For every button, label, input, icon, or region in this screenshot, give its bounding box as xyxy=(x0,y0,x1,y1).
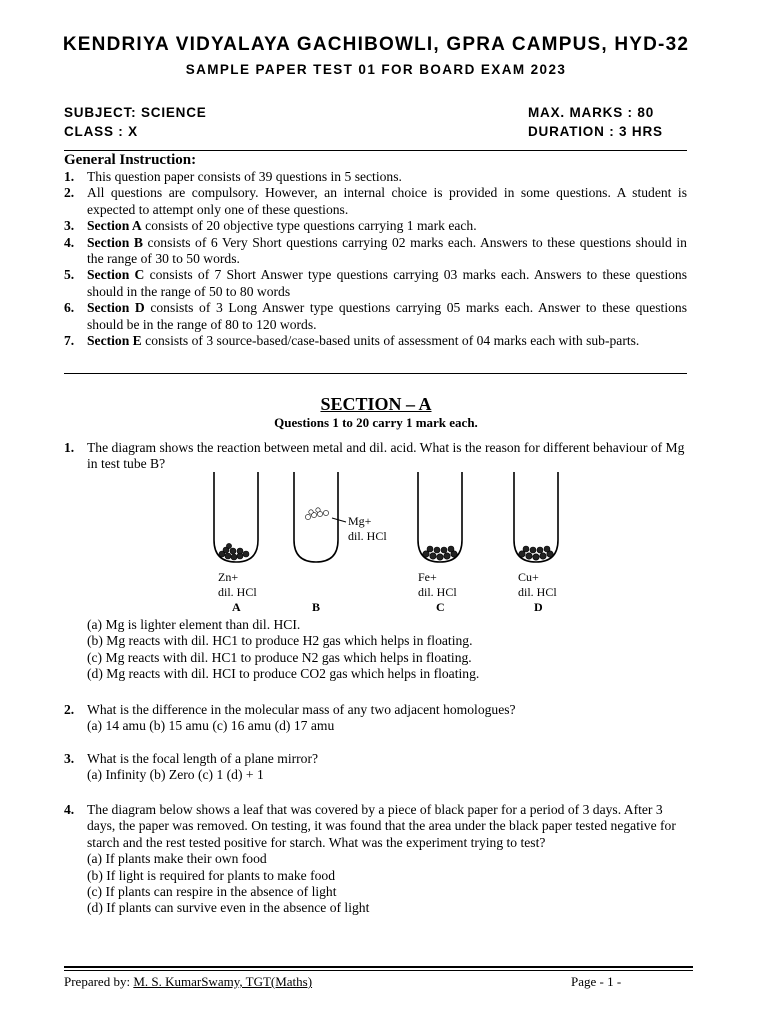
max-marks-label: MAX. MARKS : 80 xyxy=(528,105,655,120)
instruction-item: 4. Section B consists of 6 Very Short questions carrying 02 marks each. Answers to these questions should in the range of 30 to 50 words. xyxy=(64,234,687,267)
option-b: (b) If light is required for plants to make food xyxy=(87,867,336,883)
option-a: (a) If plants make their own food xyxy=(87,851,267,867)
option-d: (d) Mg reacts with dil. HCI to produce CO2 gas which helps in floating. xyxy=(87,666,480,682)
tube-d-acid: dil. HCl xyxy=(518,585,557,599)
duration-label: DURATION : 3 HRS xyxy=(528,124,663,139)
question-1-options xyxy=(64,617,687,683)
tube-c-acid: dil. HCl xyxy=(418,585,457,599)
footer-divider-thin xyxy=(64,970,693,971)
test-tube-c-icon xyxy=(418,472,462,562)
question-number: 4. xyxy=(64,802,75,817)
tube-c-metal: Fe+ xyxy=(418,570,437,584)
general-instruction-title: General Instruction: xyxy=(64,152,197,168)
tube-b-acid: dil. HCl xyxy=(348,529,387,543)
question-options: (a) 14 amu (b) 15 amu (c) 16 amu (d) 17 amu xyxy=(87,718,335,734)
subject-label: SUBJECT: SCIENCE xyxy=(64,105,207,120)
class-label: CLASS : X xyxy=(64,124,138,139)
question-1 xyxy=(64,440,687,473)
tube-c-label: C xyxy=(436,600,445,614)
tube-a-metal: Zn+ xyxy=(218,570,239,584)
question-text: What is the difference in the molecular mass of any two adjacent homologues? xyxy=(87,702,516,717)
question-number: 3. xyxy=(64,751,75,766)
option-d: (d) If plants can survive even in the absence of light xyxy=(87,900,370,916)
question-text: The diagram below shows a leaf that was covered by a piece of black paper for a period of 3 days. After 3 days, the paper was removed. On testing, it was found that the area under the black paper tested negative for starch and the rest tested positive for starch. What was the experiment trying to test? xyxy=(87,802,676,850)
question-text: The diagram shows the reaction between metal and dil. acid. What is the reason for different behaviour of Mg in test tube B? xyxy=(87,440,685,472)
tube-a-acid: dil. HCl xyxy=(218,585,257,599)
author-name: M. S. KumarSwamy, TGT(Maths) xyxy=(133,974,313,989)
option-a: (a) Mg is lighter element than dil. HCI. xyxy=(87,617,301,632)
school-name: KENDRIYA VIDYALAYA GACHIBOWLI, GPRA CAMPUS, HYD-32 xyxy=(62,34,690,55)
tube-d-metal: Cu+ xyxy=(518,570,539,584)
instruction-item: 3. Section A consists of 20 objective type questions carrying 1 mark each. xyxy=(64,218,477,234)
question-3 xyxy=(64,751,687,784)
option-b: (b) Mg reacts with dil. HC1 to produce H2 gas which helps in floating. xyxy=(87,633,473,649)
question-options: (a) Infinity (b) Zero (c) 1 (d) + 1 xyxy=(87,767,264,783)
question-text: What is the focal length of a plane mirror? xyxy=(87,751,319,766)
tube-a-label: A xyxy=(232,600,241,614)
instruction-item: 6. Section D consists of 3 Long Answer type questions carrying 05 marks each. Answer to these questions should be in the range of 80 to 120 words. xyxy=(64,300,687,332)
option-c: (c) If plants can respire in the absence of light xyxy=(87,884,337,900)
test-tube-a-icon xyxy=(214,472,258,562)
tube-d-label: D xyxy=(534,600,543,614)
instruction-item: 5. Section C consists of 7 Short Answer type questions carrying 03 marks each. Answers to these questions should in the range of 50 to 80 words xyxy=(64,267,687,299)
paper-subtitle: SAMPLE PAPER TEST 01 FOR BOARD EXAM 2023 xyxy=(185,62,567,77)
instruction-divider xyxy=(64,373,687,374)
instruction-list xyxy=(64,169,687,349)
prepared-by: Prepared by: M. S. KumarSwamy, TGT(Maths) xyxy=(64,974,313,989)
question-number: 2. xyxy=(64,702,75,717)
tube-b-metal: Mg+ xyxy=(348,514,372,528)
instruction-item: 1. This question paper consists of 39 questions in 5 sections. xyxy=(64,169,402,184)
section-title: SECTION – A xyxy=(320,394,432,414)
option-c: (c) Mg reacts with dil. HC1 to produce N2 gas which helps in floating. xyxy=(87,649,472,665)
test-tube-diagram xyxy=(190,470,610,620)
question-4 xyxy=(64,802,687,917)
header-divider xyxy=(64,150,687,151)
footer-divider xyxy=(64,966,693,968)
question-2 xyxy=(64,702,687,735)
page-number: Page - 1 - xyxy=(571,974,622,989)
test-tube-d-icon xyxy=(514,472,558,562)
instruction-item: 2. All questions are compulsory. However, an internal choice is provided in some questions. A student is expected to attempt only one of these questions. xyxy=(64,185,687,217)
tube-b-label: B xyxy=(312,600,321,614)
section-subtitle: Questions 1 to 20 carry 1 mark each. xyxy=(274,415,478,430)
question-number: 1. xyxy=(64,440,75,455)
instruction-item: 7. Section E consists of 3 source-based/case-based units of assessment of 04 marks each with sub-parts. xyxy=(64,333,640,349)
